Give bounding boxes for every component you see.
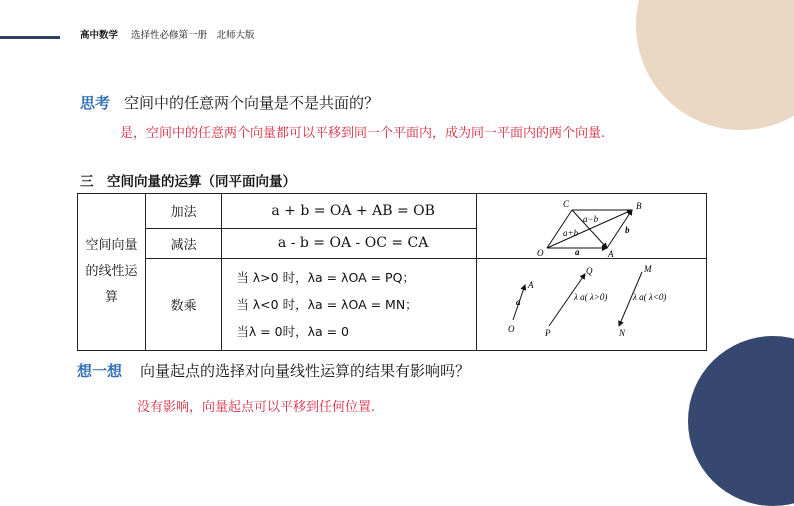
op-mul-label: 数乘 — [145, 259, 221, 351]
point-o: O — [536, 248, 544, 258]
formula-mul-zero: 当λ = 0时，λa = 0 — [236, 324, 350, 339]
think2-tag: 想一想 — [77, 362, 123, 380]
point-a: A — [607, 249, 614, 258]
think-answer: 是，空间中的任意两个向量都可以平移到同一个平面内，成为同一平面内的两个向量. — [120, 126, 606, 141]
label-neg: λ a( λ<0) — [632, 291, 667, 302]
formula-sub: a - b = OA - OC = CA — [277, 235, 429, 252]
header-subject: 高中数学 — [80, 30, 119, 41]
formula-add-cell — [222, 194, 477, 229]
scalar-figure — [477, 260, 706, 350]
label-a2: a — [515, 296, 521, 307]
header-book: 选择性必修第一册 北师大版 — [131, 30, 255, 41]
section-title: 三 空间向量的运算（同平面向量） — [80, 174, 296, 190]
header-accent-line — [0, 36, 60, 39]
point-p: P — [544, 327, 551, 338]
figure-scalar-cell — [476, 259, 706, 351]
formula-mul-pos: 当 λ>0 时，λa = λOA = PQ； — [236, 270, 415, 285]
think2-question: 向量起点的选择对向量线性运算的结果有影响吗？ — [140, 362, 471, 380]
point-a2: A — [527, 279, 534, 290]
label-diff: a−b — [582, 214, 599, 224]
think-tag: 思考 — [80, 94, 111, 112]
point-q: Q — [585, 265, 593, 276]
label-pos: λ a( λ>0) — [573, 291, 608, 302]
linear-operations-table — [77, 193, 707, 351]
formula-sub-cell — [222, 228, 477, 258]
label-sum: a+b — [562, 228, 579, 238]
formula-mul-neg: 当 λ<0 时，λa = λOA = MN； — [236, 297, 418, 312]
think-question: 空间中的任意两个向量是不是共面的？ — [124, 94, 380, 112]
decor-circle-beige — [636, 0, 794, 130]
page-header — [80, 27, 255, 41]
point-o2: O — [507, 323, 515, 334]
table-row-header — [78, 194, 146, 351]
op-sub-label: 减法 — [145, 228, 221, 258]
row-header-line-1: 空间向量 — [85, 238, 138, 253]
formula-add: a + b = OA + AB = OB — [271, 202, 435, 219]
point-b: B — [635, 201, 642, 211]
row-header-line-3: 算 — [104, 290, 118, 305]
point-n: N — [618, 327, 625, 338]
op-add-label: 加法 — [145, 194, 221, 229]
label-a: a — [574, 247, 580, 257]
formula-mul-cell — [222, 259, 477, 351]
label-b: b — [624, 225, 630, 235]
decor-circle-navy — [688, 336, 794, 506]
figure-parallelogram-cell — [476, 194, 706, 259]
row-header-line-2: 的线性运 — [85, 264, 138, 279]
point-m: M — [643, 263, 652, 274]
point-c: C — [562, 199, 569, 209]
parallelogram-figure — [477, 194, 706, 258]
think2-answer: 没有影响，向量起点可以平移到任何位置. — [137, 400, 376, 415]
